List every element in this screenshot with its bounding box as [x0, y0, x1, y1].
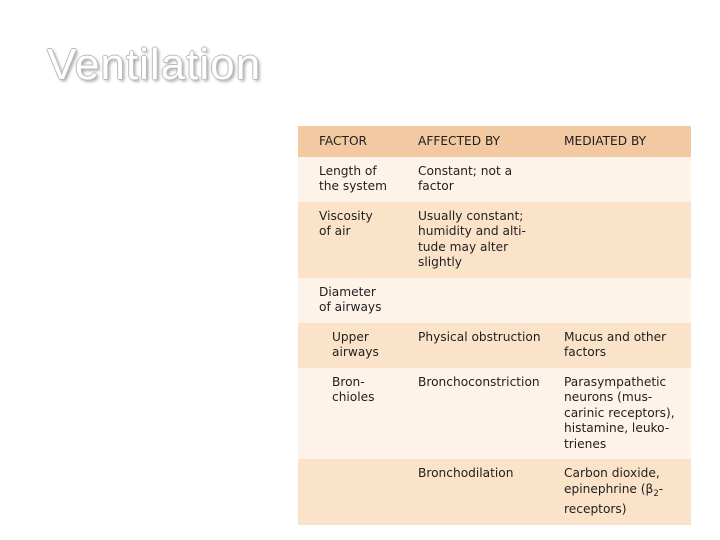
row-mediated-by [554, 202, 691, 278]
row-affected-by: Bronchodilation [408, 459, 554, 525]
row-affected-by: Bronchoconstriction [408, 368, 554, 460]
table-row [298, 323, 691, 368]
slide-title: Ventilation [47, 40, 262, 89]
table-row [298, 278, 691, 323]
table-row [298, 368, 691, 460]
row-factor: Bron- chioles [298, 368, 408, 460]
airway-resistance-table [298, 126, 691, 525]
header-factor: FACTOR [298, 126, 408, 157]
row-mediated-by: Mucus and other factors [554, 323, 691, 368]
row-factor: Length of the system [298, 157, 408, 202]
row-factor: Upper airways [298, 323, 408, 368]
table-row [298, 202, 691, 278]
table-row [298, 459, 691, 525]
mediated-line-2: epinephrine (β [564, 481, 654, 496]
table-header-row [298, 126, 691, 157]
header-affected-by: AFFECTED BY [408, 126, 554, 157]
row-affected-by: Constant; not a factor [408, 157, 554, 202]
mediated-line-3: receptors) [564, 502, 627, 516]
beta-subscript: 2 [653, 488, 659, 499]
row-factor: Diameter of airways [298, 278, 408, 323]
header-mediated-by: MEDIATED BY [554, 126, 691, 157]
row-mediated-by [554, 459, 691, 525]
mediated-line-2-end: - [658, 481, 664, 496]
row-factor: Viscosity of air [298, 202, 408, 278]
row-mediated-by: Parasympathetic neurons (mus- carinic receptors), histamine, leuko- trienes [554, 368, 691, 460]
row-affected-by [408, 278, 554, 323]
row-affected-by: Physical obstruction [408, 323, 554, 368]
row-factor [298, 459, 408, 525]
mediated-line-1: Carbon dioxide, [564, 466, 660, 480]
row-mediated-by [554, 157, 691, 202]
row-affected-by: Usually constant; humidity and alti- tude may alter slightly [408, 202, 554, 278]
row-mediated-by [554, 278, 691, 323]
table-row [298, 157, 691, 202]
